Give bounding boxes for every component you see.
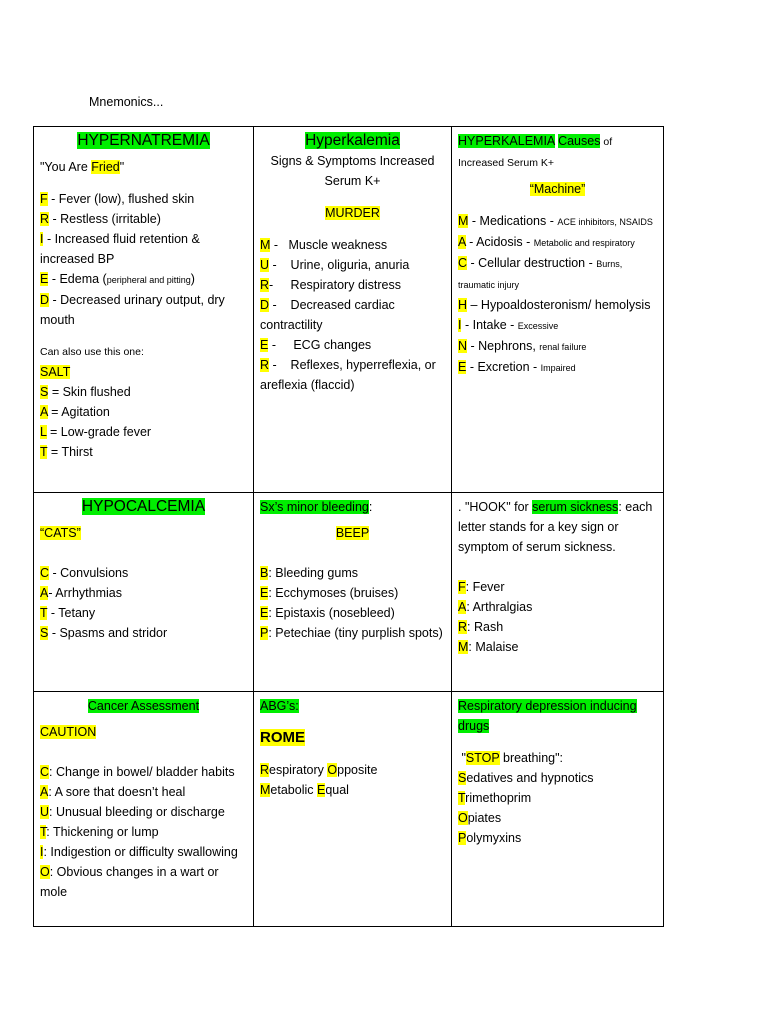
cell-cancer-assessment <box>34 692 254 927</box>
cell-abgs <box>254 692 452 927</box>
list-item: L = Low-grade fever <box>40 425 152 439</box>
list-item: B: Bleeding gums <box>260 566 358 580</box>
list-item: A- Arrhythmias <box>40 586 122 600</box>
list-item: M - Muscle weakness <box>260 238 388 252</box>
list-item: M: Malaise <box>458 640 519 654</box>
list-item: I: Indigestion or difficulty swallowing <box>40 845 238 859</box>
rome-line-1: Respiratory Opposite <box>260 763 378 777</box>
hypernatremia-title: HYPERNATREMIA <box>77 132 210 149</box>
list-item: A: Arthralgias <box>458 600 533 614</box>
murder-list <box>260 235 445 395</box>
list-item: Polymyxins <box>458 831 522 845</box>
alt-note: Can also use this one: <box>40 346 144 358</box>
list-item: Sedatives and hypnotics <box>458 771 594 785</box>
beep-word: BEEP <box>335 526 370 540</box>
list-item: R - Restless (irritable) <box>40 212 161 226</box>
list-item: S = Skin flushed <box>40 385 131 399</box>
table-row <box>34 493 664 692</box>
cell-serum-sickness <box>452 493 664 692</box>
list-item: N - Nephrons, renal failure <box>458 339 587 353</box>
machine-list <box>458 211 657 378</box>
cell-hyperkalemia-causes <box>452 127 664 493</box>
causes-title: HYPERKALEMIA Causes of Increased Serum K+ <box>458 134 613 169</box>
table-row <box>34 127 664 493</box>
list-item: I - Intake - Excessive <box>458 318 559 332</box>
rome-line-2: Metabolic Equal <box>260 783 349 797</box>
list-item: E - Edema (peripheral and pitting) <box>40 272 195 286</box>
list-item: I - Increased fluid retention & increased BP <box>40 232 200 266</box>
list-item: E: Ecchymoses (bruises) <box>260 586 399 600</box>
hypernatremia-list <box>40 189 247 330</box>
list-item: D - Decreased cardiac contractility <box>260 298 399 332</box>
list-item: T = Thirst <box>40 445 93 459</box>
cell-hypernatremia <box>34 127 254 493</box>
list-item: U - Urine, oliguria, anuria <box>260 258 410 272</box>
mnemonics-table <box>33 126 664 927</box>
list-item: F: Fever <box>458 580 505 594</box>
list-item: O: Obvious changes in a wart or mole <box>40 865 219 899</box>
hyperkalemia-title: Hyperkalemia <box>305 132 400 149</box>
caution-word: CAUTION <box>40 725 97 739</box>
list-item: T - Tetany <box>40 606 96 620</box>
stop-slogan: "STOP breathing": <box>458 751 564 765</box>
list-item: R: Rash <box>458 620 504 634</box>
list-item: D - Decreased urinary output, dry mouth <box>40 293 225 327</box>
list-item: H – Hypoaldosteronism/ hemolysis <box>458 298 651 312</box>
hyperkalemia-subtitle: Signs & Symptoms Increased Serum K+ <box>270 154 435 188</box>
list-item: F - Fever (low), flushed skin <box>40 192 195 206</box>
bleeding-title: Sx’s minor bleeding: <box>260 500 373 514</box>
alt-word: SALT <box>40 365 71 379</box>
cell-respiratory-depression <box>452 692 664 927</box>
list-item: Trimethoprim <box>458 791 532 805</box>
list-item: R - Reflexes, hyperreflexia, or areflexia (flaccid) <box>260 358 440 392</box>
list-item: U: Unusual bleeding or discharge <box>40 805 225 819</box>
list-item: E - ECG changes <box>260 338 372 352</box>
abgs-title: ABG’s: <box>260 699 299 713</box>
list-item: M - Medications - ACE inhibitors, NSAIDS <box>458 214 653 228</box>
list-item: E: Epistaxis (nosebleed) <box>260 606 395 620</box>
murder-word: MURDER <box>325 206 380 220</box>
list-item: A - Acidosis - Metabolic and respiratory <box>458 235 635 249</box>
list-item: C - Cellular destruction - Burns, traumatic injury <box>458 256 623 290</box>
respdep-title: Respiratory depression inducing drugs <box>458 699 637 733</box>
beep-list <box>260 563 445 643</box>
list-item: E - Excretion - Impaired <box>458 360 576 374</box>
list-item: S - Spasms and stridor <box>40 626 168 640</box>
page-title: Mnemonics... <box>89 95 164 109</box>
list-item: Opiates <box>458 811 502 825</box>
serum-intro: . "HOOK" for serum sickness: each letter stands for a key sign or symptom of serum sickness. <box>458 500 653 554</box>
cats-word: “CATS” <box>40 526 81 540</box>
list-item: C - Convulsions <box>40 566 129 580</box>
rome-word: ROME <box>260 729 305 746</box>
cell-hyperkalemia <box>254 127 452 493</box>
stop-list <box>458 768 657 848</box>
machine-word: “Machine” <box>529 182 586 196</box>
cell-minor-bleeding <box>254 493 452 692</box>
list-item: T: Thickening or lump <box>40 825 159 839</box>
list-item: C: Change in bowel/ bladder habits <box>40 765 235 779</box>
list-item: R- Respiratory distress <box>260 278 402 292</box>
cats-list <box>40 563 247 643</box>
list-item: P: Petechiae (tiny purplish spots) <box>260 626 443 640</box>
list-item: A: A sore that doesn’t heal <box>40 785 186 799</box>
hypocalcemia-title: HYPOCALCEMIA <box>81 498 206 515</box>
salt-list <box>40 382 247 462</box>
serum-list <box>458 577 657 657</box>
cell-hypocalcemia <box>34 493 254 692</box>
hypernatremia-slogan: "You Are Fried" <box>40 160 125 174</box>
caution-list <box>40 762 247 902</box>
table-row <box>34 692 664 927</box>
cancer-title: Cancer Assessment <box>87 699 200 713</box>
list-item: A = Agitation <box>40 405 110 419</box>
